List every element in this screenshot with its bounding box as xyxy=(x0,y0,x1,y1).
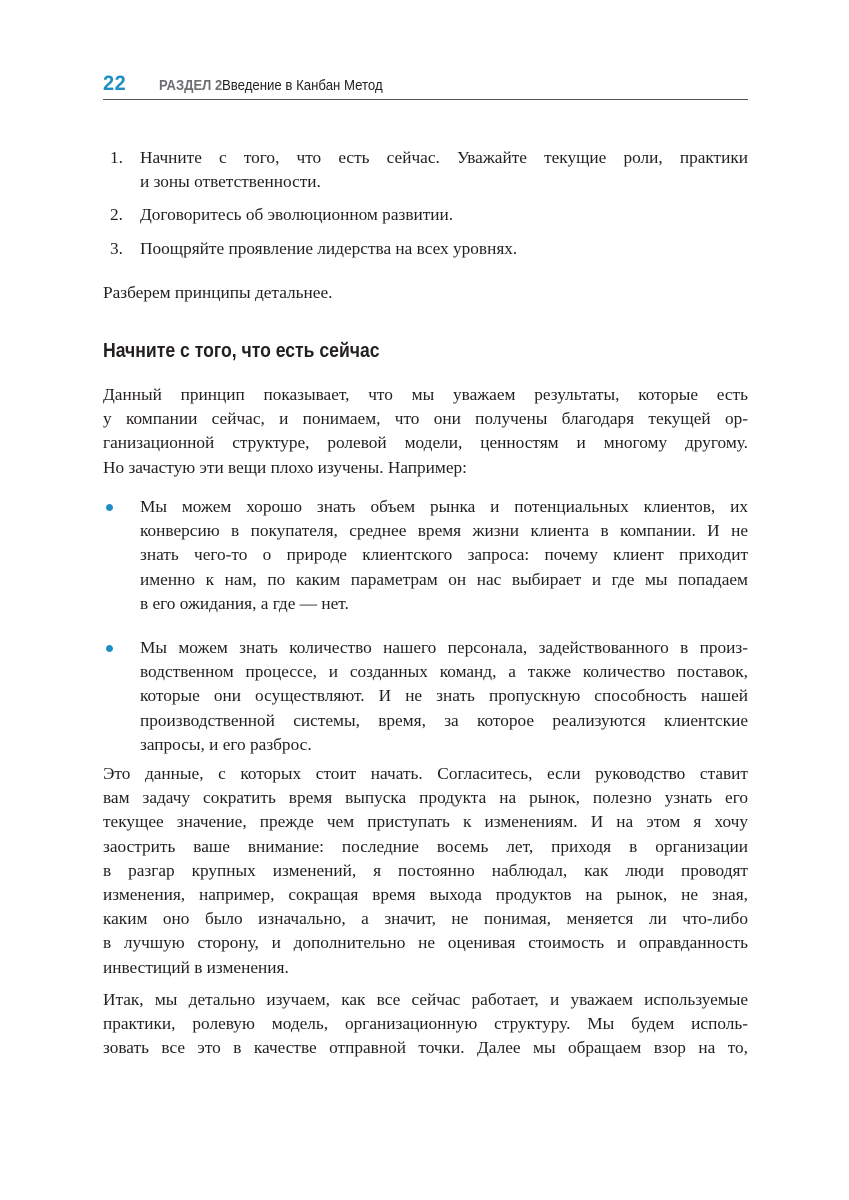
paragraph xyxy=(103,762,748,980)
chapter-title: Введение в Канбан Метод xyxy=(221,77,383,94)
text-line: изменения, например, сокращая время выхода продуктов на рынок, не зная, xyxy=(103,885,748,905)
text-line: Мы можем знать количество нашего персонала, задействованного в произ- xyxy=(140,638,748,658)
text-line: Это данные, с которых стоит начать. Согласитесь, если руководство ставит xyxy=(103,764,748,783)
list-item xyxy=(103,203,748,227)
text-line: инвестиций в изменения. xyxy=(103,957,289,977)
text-line: и зоны ответственности. xyxy=(140,172,321,192)
bullet-list xyxy=(103,495,748,777)
text-line: Итак, мы детально изучаем, как все сейчас работает, и уважаем используемые xyxy=(103,990,748,1009)
bullet-item xyxy=(103,636,748,757)
list-number: 2. xyxy=(110,205,123,225)
text-line: запросы, и его разброс. xyxy=(140,734,312,754)
text-line: Данный принцип показывает, что мы уважаем результаты, которые есть xyxy=(103,385,748,404)
list-number: 3. xyxy=(110,238,123,258)
paragraph xyxy=(103,988,748,1061)
text-line: Но зачастую эти вещи плохо изучены. Например: xyxy=(103,457,467,477)
header-rule xyxy=(103,99,748,100)
paragraph xyxy=(103,383,748,480)
section-heading: Начните с того, что есть сейчас xyxy=(103,340,380,362)
text-line: Договоритесь об эволюционном развитии. xyxy=(140,205,454,225)
text-line: водственном процессе, и созданных команд, а также количество поставок, xyxy=(140,662,748,682)
section-label: РАЗДЕЛ 2 xyxy=(159,78,223,94)
text-line: у компании сейчас, и понимаем, что они получены благодаря текущей ор- xyxy=(103,409,748,429)
text-line: каким оно было изначально, а значит, не понимая, меняется ли что-либо xyxy=(103,909,748,929)
bullet-item xyxy=(103,495,748,616)
intro-paragraph xyxy=(103,281,748,305)
numbered-list xyxy=(103,146,748,270)
page-number: 22 xyxy=(103,72,127,95)
text-line: Поощряйте проявление лидерства на всех уровнях. xyxy=(140,238,518,258)
text-line: конверсию в покупателя, среднее время жизни клиента в компании. И не xyxy=(140,521,748,541)
text-line: именно к нам, по каким параметрам он нас выбирает и где мы попадаем xyxy=(140,569,748,589)
text-line: зовать все это в качестве отправной точки. Далее мы обращаем взор на то, xyxy=(103,1038,748,1058)
text-line: заострить ваше внимание: последние восемь лет, приходя в организации xyxy=(103,836,748,856)
text-line: которые они осуществляют. И не знать пропускную способность нашей xyxy=(140,686,748,706)
text-line: знать чего-то о природе клиентского запроса: почему клиент приходит xyxy=(140,545,748,565)
list-item xyxy=(103,237,748,261)
list-number: 1. xyxy=(110,148,123,167)
bullet-icon xyxy=(106,645,113,652)
text-line: вам задачу сократить время выпуска продукта на рынок, полезно узнать его xyxy=(103,788,748,808)
text-line: Начните с того, что есть сейчас. Уважайте текущие роли, практики xyxy=(140,148,748,167)
text-line: в лучшую сторону, и дополнительно не оценивая стоимость и оправданность xyxy=(103,933,748,953)
text-line: ганизационной структуре, ролевой модели, ценностям и многому другому. xyxy=(103,433,748,453)
list-item xyxy=(103,146,748,194)
running-header xyxy=(103,72,404,96)
text-line: в разгар крупных изменений, я постоянно наблюдал, как люди проводят xyxy=(103,860,748,880)
text-line: Мы можем хорошо знать объем рынка и потенциальных клиентов, их xyxy=(140,497,748,516)
text-line: практики, ролевую модель, организационную структуру. Мы будем исполь- xyxy=(103,1014,748,1034)
text-line: производственной системы, время, за которое реализуются клиентские xyxy=(140,710,748,730)
bullet-icon xyxy=(106,504,113,511)
text-line: Разберем принципы детальнее. xyxy=(103,283,333,302)
text-line: текущее значение, прежде чем приступать к изменениям. И на этом я хочу xyxy=(103,812,748,832)
text-line: в его ожидания, а где — нет. xyxy=(140,593,349,613)
